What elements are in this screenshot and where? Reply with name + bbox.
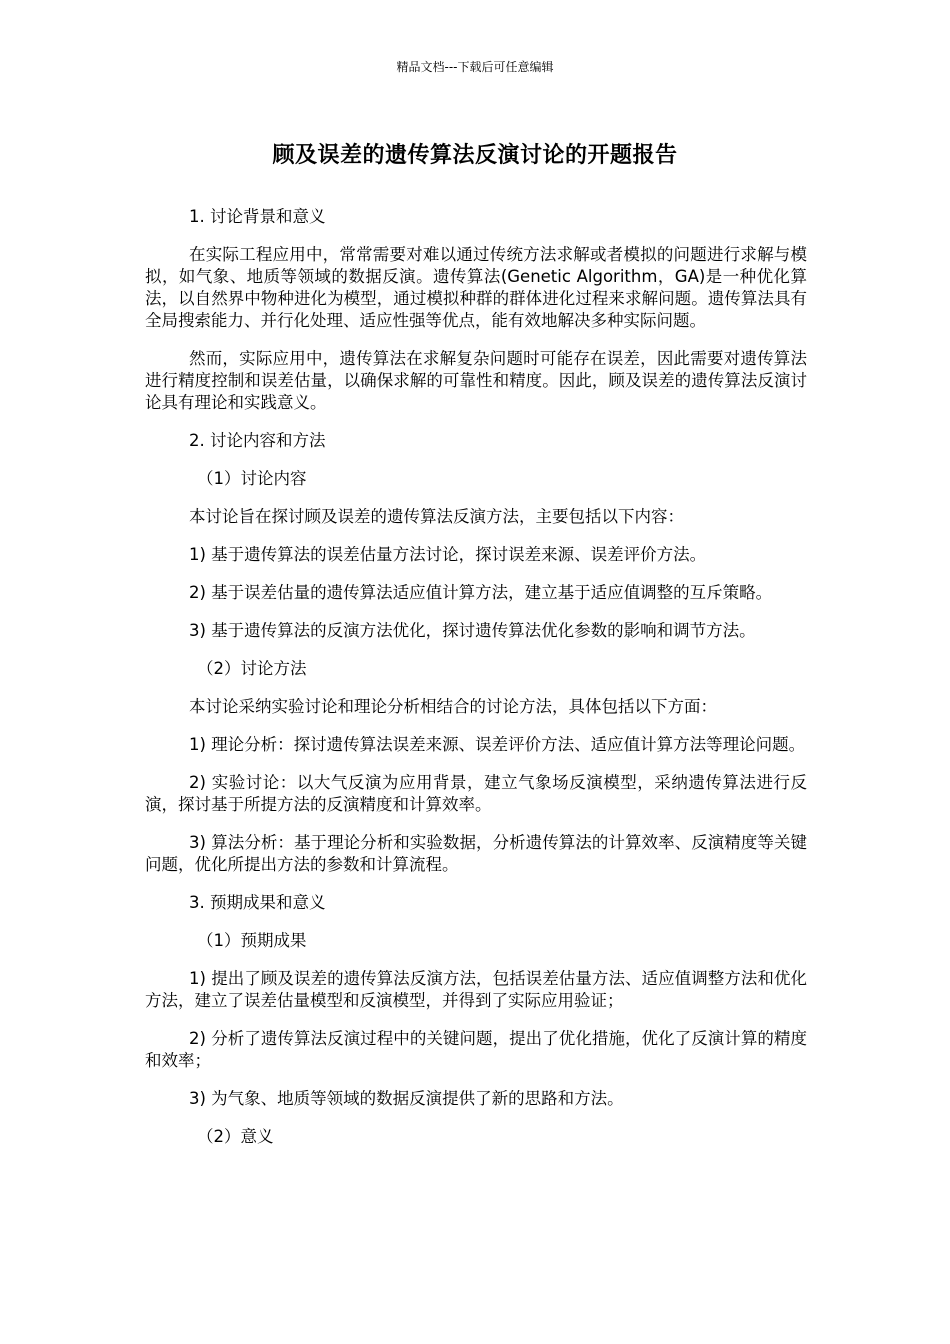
document-title: 顾及误差的遗传算法反演讨论的开题报告	[272, 143, 678, 168]
subsection-heading-content: （1）讨论内容	[197, 469, 307, 488]
paragraph-background: 在实际工程应用中，常常需要对难以通过传统方法求解或者模拟的问题进行求解与模拟，如气象、地质等领域的数据反演。遗传算法(Genetic Algorithm，GA)是一种优化算法，以自然界中物种进化为模型，通过模拟种群的群体进化过程来求解问题。遗传算法具有全局搜索能力、并行化处理、适应性强等优点，能有效地解决多种实际问题。	[145, 245, 807, 330]
list-item-method-1: 1) 理论分析：探讨遗传算法误差来源、误差评价方法、适应值计算方法等理论问题。	[189, 735, 806, 754]
subsection-heading-meaning: （2）意义	[197, 1127, 274, 1146]
list-item-result-3: 3) 为气象、地质等领域的数据反演提供了新的思路和方法。	[189, 1089, 624, 1108]
list-item-result-1: 1) 提出了顾及误差的遗传算法反演方法，包括误差估量方法、适应值调整方法和优化方法，建立了误差估量模型和反演模型，并得到了实际应用验证；	[145, 969, 807, 1010]
list-item-result-2: 2) 分析了遗传算法反演过程中的关键问题，提出了优化措施，优化了反演计算的精度和效率；	[145, 1029, 807, 1070]
list-item-content-3: 3) 基于遗传算法的反演方法优化，探讨遗传算法优化参数的影响和调节方法。	[189, 621, 756, 640]
section-heading-2: 2. 讨论内容和方法	[189, 431, 326, 450]
header-note: 精品文档---下载后可任意编辑	[396, 60, 554, 74]
list-item-content-2: 2) 基于误差估量的遗传算法适应值计算方法，建立基于适应值调整的互斥策略。	[189, 583, 773, 602]
list-item-method-2: 2) 实验讨论：以大气反演为应用背景，建立气象场反演模型，采纳遗传算法进行反演，探讨基于所提方法的反演精度和计算效率。	[145, 773, 807, 814]
section-heading-1: 1. 讨论背景和意义	[189, 207, 326, 226]
subsection-heading-results: （1）预期成果	[197, 931, 307, 950]
list-item-method-3: 3) 算法分析：基于理论分析和实验数据，分析遗传算法的计算效率、反演精度等关键问题，优化所提出方法的参数和计算流程。	[145, 833, 807, 874]
paragraph-significance: 然而，实际应用中，遗传算法在求解复杂问题时可能存在误差，因此需要对遗传算法进行精度控制和误差估量，以确保求解的可靠性和精度。因此，顾及误差的遗传算法反演讨论具有理论和实践意义。	[145, 349, 807, 412]
paragraph-method-intro: 本讨论采纳实验讨论和理论分析相结合的讨论方法，具体包括以下方面：	[189, 697, 717, 716]
document-body	[145, 206, 807, 1164]
section-heading-3: 3. 预期成果和意义	[189, 893, 326, 912]
paragraph-content-intro: 本讨论旨在探讨顾及误差的遗传算法反演方法，主要包括以下内容：	[189, 507, 684, 526]
subsection-heading-method: （2）讨论方法	[197, 659, 307, 678]
list-item-content-1: 1) 基于遗传算法的误差估量方法讨论，探讨误差来源、误差评价方法。	[189, 545, 707, 564]
